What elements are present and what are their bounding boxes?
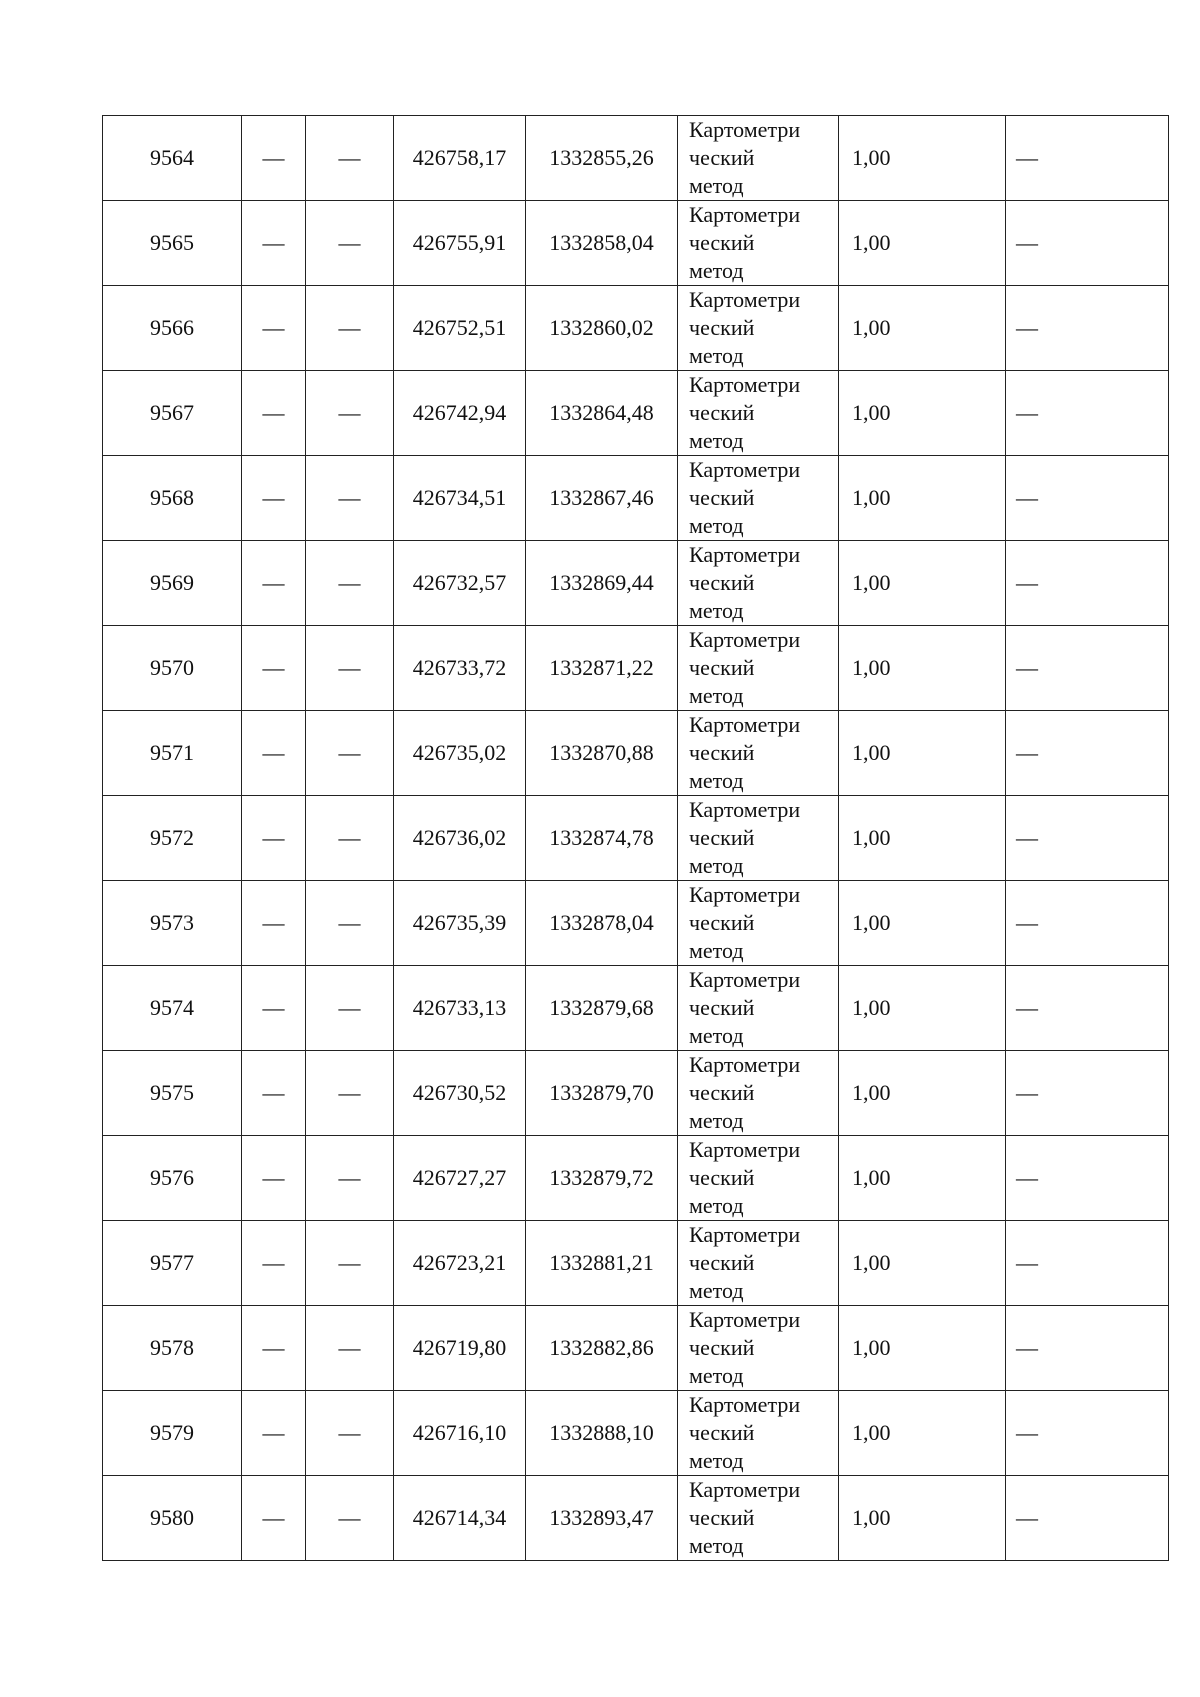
empty-value-cell: — — [1006, 881, 1169, 966]
method-cell — [678, 966, 839, 1051]
empty-value-cell: — — [1006, 1306, 1169, 1391]
method-text-line: ческий — [689, 825, 755, 850]
method-text-line: Картометри — [689, 1392, 801, 1417]
accuracy-cell: 1,00 — [839, 1221, 1006, 1306]
method-text-line: Картометри — [689, 1222, 801, 1247]
table-row — [103, 456, 1169, 541]
method-text-line: ческий — [689, 145, 755, 170]
coordinate-y-cell: 1332864,48 — [526, 371, 678, 456]
method-text-line: ческий — [689, 1505, 755, 1530]
coordinate-y-cell: 1332874,78 — [526, 796, 678, 881]
point-number-cell: 9579 — [103, 1391, 242, 1476]
method-cell — [678, 711, 839, 796]
empty-value-cell: — — [306, 541, 394, 626]
method-text-line: Картометри — [689, 882, 801, 907]
accuracy-cell: 1,00 — [839, 1306, 1006, 1391]
point-number-cell: 9575 — [103, 1051, 242, 1136]
method-text-line: Картометри — [689, 457, 801, 482]
point-number-cell: 9572 — [103, 796, 242, 881]
method-cell — [678, 286, 839, 371]
empty-value-cell: — — [306, 201, 394, 286]
empty-value-cell: — — [242, 1221, 306, 1306]
empty-value-cell: — — [242, 1306, 306, 1391]
method-text-line: ческий — [689, 570, 755, 595]
point-number-cell: 9567 — [103, 371, 242, 456]
accuracy-cell: 1,00 — [839, 1476, 1006, 1561]
method-text-line: метод — [689, 598, 744, 623]
method-text-line: ческий — [689, 485, 755, 510]
empty-value-cell: — — [242, 201, 306, 286]
method-cell — [678, 1136, 839, 1221]
method-text-line: ческий — [689, 1080, 755, 1105]
table-row — [103, 541, 1169, 626]
coordinate-x-cell: 426742,94 — [394, 371, 526, 456]
empty-value-cell: — — [1006, 1051, 1169, 1136]
coordinate-x-cell: 426733,72 — [394, 626, 526, 711]
coordinate-y-cell: 1332858,04 — [526, 201, 678, 286]
method-cell — [678, 1476, 839, 1561]
empty-value-cell: — — [306, 796, 394, 881]
coordinates-table — [102, 115, 1169, 1561]
method-cell — [678, 1391, 839, 1476]
coordinate-x-cell: 426716,10 — [394, 1391, 526, 1476]
empty-value-cell: — — [306, 1221, 394, 1306]
method-cell — [678, 541, 839, 626]
method-text-line: Картометри — [689, 287, 801, 312]
empty-value-cell: — — [242, 711, 306, 796]
method-text-line: Картометри — [689, 202, 801, 227]
method-cell — [678, 1221, 839, 1306]
point-number-cell: 9576 — [103, 1136, 242, 1221]
empty-value-cell: — — [242, 1476, 306, 1561]
method-cell — [678, 1051, 839, 1136]
method-text-line: ческий — [689, 1250, 755, 1275]
method-text-line: ческий — [689, 910, 755, 935]
method-text-line: метод — [689, 258, 744, 283]
method-text-line: Картометри — [689, 627, 801, 652]
method-text-line: метод — [689, 513, 744, 538]
accuracy-cell: 1,00 — [839, 541, 1006, 626]
method-cell — [678, 881, 839, 966]
method-text-line: Картометри — [689, 1052, 801, 1077]
coordinate-y-cell: 1332855,26 — [526, 116, 678, 201]
method-text-line: метод — [689, 938, 744, 963]
table-row — [103, 1391, 1169, 1476]
coordinate-y-cell: 1332879,70 — [526, 1051, 678, 1136]
method-text-line: метод — [689, 1533, 744, 1558]
method-cell — [678, 201, 839, 286]
coordinate-y-cell: 1332878,04 — [526, 881, 678, 966]
point-number-cell: 9566 — [103, 286, 242, 371]
method-text-line: Картометри — [689, 117, 801, 142]
empty-value-cell: — — [242, 881, 306, 966]
table-row — [103, 116, 1169, 201]
method-cell — [678, 116, 839, 201]
method-cell — [678, 1306, 839, 1391]
coordinate-x-cell: 426735,39 — [394, 881, 526, 966]
method-text-line: Картометри — [689, 1137, 801, 1162]
method-text-line: метод — [689, 853, 744, 878]
point-number-cell: 9580 — [103, 1476, 242, 1561]
coordinate-y-cell: 1332871,22 — [526, 626, 678, 711]
coordinate-x-cell: 426735,02 — [394, 711, 526, 796]
method-text-line: метод — [689, 768, 744, 793]
coordinate-x-cell: 426732,57 — [394, 541, 526, 626]
method-text-line: ческий — [689, 740, 755, 765]
method-text-line: метод — [689, 428, 744, 453]
empty-value-cell: — — [1006, 1391, 1169, 1476]
table-row — [103, 881, 1169, 966]
coordinate-x-cell: 426736,02 — [394, 796, 526, 881]
empty-value-cell: — — [1006, 541, 1169, 626]
empty-value-cell: — — [306, 371, 394, 456]
coordinate-x-cell: 426719,80 — [394, 1306, 526, 1391]
method-text-line: ческий — [689, 1420, 755, 1445]
method-text-line: метод — [689, 1278, 744, 1303]
empty-value-cell: — — [306, 1306, 394, 1391]
empty-value-cell: — — [1006, 1221, 1169, 1306]
method-text-line: ческий — [689, 1165, 755, 1190]
coordinate-x-cell: 426734,51 — [394, 456, 526, 541]
empty-value-cell: — — [242, 371, 306, 456]
empty-value-cell: — — [306, 1051, 394, 1136]
method-text-line: Картометри — [689, 542, 801, 567]
method-cell — [678, 626, 839, 711]
point-number-cell: 9578 — [103, 1306, 242, 1391]
coordinate-x-cell: 426727,27 — [394, 1136, 526, 1221]
accuracy-cell: 1,00 — [839, 966, 1006, 1051]
point-number-cell: 9570 — [103, 626, 242, 711]
point-number-cell: 9573 — [103, 881, 242, 966]
method-text-line: Картометри — [689, 967, 801, 992]
table-row — [103, 1051, 1169, 1136]
accuracy-cell: 1,00 — [839, 456, 1006, 541]
table-row — [103, 1136, 1169, 1221]
accuracy-cell: 1,00 — [839, 711, 1006, 796]
table-row — [103, 796, 1169, 881]
method-text-line: ческий — [689, 1335, 755, 1360]
empty-value-cell: — — [242, 796, 306, 881]
coordinate-x-cell: 426733,13 — [394, 966, 526, 1051]
method-text-line: Картометри — [689, 372, 801, 397]
coordinate-x-cell: 426755,91 — [394, 201, 526, 286]
table-row — [103, 1221, 1169, 1306]
accuracy-cell: 1,00 — [839, 1051, 1006, 1136]
coordinate-y-cell: 1332879,68 — [526, 966, 678, 1051]
coordinate-y-cell: 1332893,47 — [526, 1476, 678, 1561]
method-text-line: ческий — [689, 230, 755, 255]
method-text-line: ческий — [689, 315, 755, 340]
method-text-line: метод — [689, 683, 744, 708]
table-row — [103, 1306, 1169, 1391]
empty-value-cell: — — [306, 116, 394, 201]
method-text-line: метод — [689, 1193, 744, 1218]
empty-value-cell: — — [306, 286, 394, 371]
empty-value-cell: — — [306, 1476, 394, 1561]
empty-value-cell: — — [1006, 966, 1169, 1051]
accuracy-cell: 1,00 — [839, 116, 1006, 201]
empty-value-cell: — — [242, 456, 306, 541]
method-text-line: метод — [689, 1363, 744, 1388]
accuracy-cell: 1,00 — [839, 371, 1006, 456]
table-row — [103, 711, 1169, 796]
empty-value-cell: — — [242, 966, 306, 1051]
point-number-cell: 9577 — [103, 1221, 242, 1306]
table-body — [103, 116, 1169, 1561]
method-cell — [678, 371, 839, 456]
table-row — [103, 1476, 1169, 1561]
empty-value-cell: — — [1006, 371, 1169, 456]
coordinate-y-cell: 1332860,02 — [526, 286, 678, 371]
empty-value-cell: — — [1006, 116, 1169, 201]
table-row — [103, 966, 1169, 1051]
table-row — [103, 626, 1169, 711]
empty-value-cell: — — [1006, 1136, 1169, 1221]
accuracy-cell: 1,00 — [839, 796, 1006, 881]
empty-value-cell: — — [1006, 456, 1169, 541]
empty-value-cell: — — [242, 286, 306, 371]
method-text-line: Картометри — [689, 1307, 801, 1332]
method-text-line: метод — [689, 1023, 744, 1048]
empty-value-cell: — — [1006, 201, 1169, 286]
table-row — [103, 201, 1169, 286]
empty-value-cell: — — [306, 711, 394, 796]
point-number-cell: 9569 — [103, 541, 242, 626]
empty-value-cell: — — [306, 1136, 394, 1221]
accuracy-cell: 1,00 — [839, 881, 1006, 966]
method-cell — [678, 456, 839, 541]
empty-value-cell: — — [306, 626, 394, 711]
accuracy-cell: 1,00 — [839, 1391, 1006, 1476]
method-text-line: ческий — [689, 400, 755, 425]
empty-value-cell: — — [1006, 796, 1169, 881]
accuracy-cell: 1,00 — [839, 201, 1006, 286]
coordinate-y-cell: 1332870,88 — [526, 711, 678, 796]
coordinate-y-cell: 1332888,10 — [526, 1391, 678, 1476]
method-text-line: Картометри — [689, 1477, 801, 1502]
coordinate-y-cell: 1332869,44 — [526, 541, 678, 626]
coordinate-y-cell: 1332867,46 — [526, 456, 678, 541]
coordinate-x-cell: 426723,21 — [394, 1221, 526, 1306]
coordinate-x-cell: 426758,17 — [394, 116, 526, 201]
coordinate-y-cell: 1332881,21 — [526, 1221, 678, 1306]
empty-value-cell: — — [1006, 711, 1169, 796]
empty-value-cell: — — [306, 966, 394, 1051]
point-number-cell: 9564 — [103, 116, 242, 201]
table-row — [103, 286, 1169, 371]
accuracy-cell: 1,00 — [839, 1136, 1006, 1221]
method-text-line: Картометри — [689, 712, 801, 737]
accuracy-cell: 1,00 — [839, 626, 1006, 711]
method-text-line: метод — [689, 1448, 744, 1473]
empty-value-cell: — — [242, 1391, 306, 1476]
empty-value-cell: — — [306, 1391, 394, 1476]
method-text-line: Картометри — [689, 797, 801, 822]
coordinate-y-cell: 1332879,72 — [526, 1136, 678, 1221]
empty-value-cell: — — [306, 456, 394, 541]
empty-value-cell: — — [242, 1051, 306, 1136]
point-number-cell: 9568 — [103, 456, 242, 541]
coordinate-x-cell: 426714,34 — [394, 1476, 526, 1561]
method-text-line: метод — [689, 173, 744, 198]
coordinate-y-cell: 1332882,86 — [526, 1306, 678, 1391]
method-text-line: ческий — [689, 655, 755, 680]
accuracy-cell: 1,00 — [839, 286, 1006, 371]
coordinate-x-cell: 426730,52 — [394, 1051, 526, 1136]
empty-value-cell: — — [242, 626, 306, 711]
point-number-cell: 9574 — [103, 966, 242, 1051]
empty-value-cell: — — [242, 1136, 306, 1221]
point-number-cell: 9571 — [103, 711, 242, 796]
empty-value-cell: — — [1006, 626, 1169, 711]
method-text-line: метод — [689, 1108, 744, 1133]
table-row — [103, 371, 1169, 456]
empty-value-cell: — — [1006, 286, 1169, 371]
method-text-line: ческий — [689, 995, 755, 1020]
empty-value-cell: — — [1006, 1476, 1169, 1561]
method-text-line: метод — [689, 343, 744, 368]
empty-value-cell: — — [306, 881, 394, 966]
empty-value-cell: — — [242, 116, 306, 201]
empty-value-cell: — — [242, 541, 306, 626]
method-cell — [678, 796, 839, 881]
coordinate-x-cell: 426752,51 — [394, 286, 526, 371]
point-number-cell: 9565 — [103, 201, 242, 286]
